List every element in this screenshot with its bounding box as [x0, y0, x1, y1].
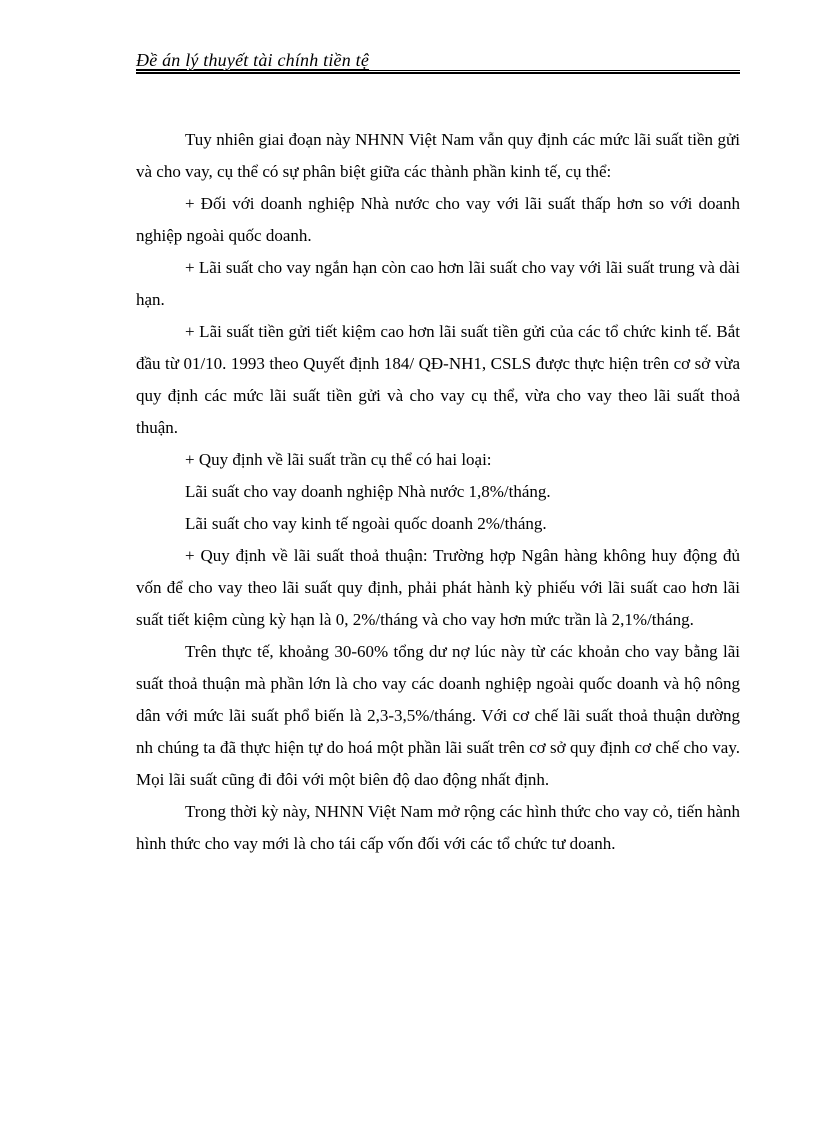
- header-title: Đề án lý thuyết tài chính tiền tệ: [136, 50, 370, 70]
- page-header: [136, 50, 740, 71]
- paragraph-ceiling-rule: + Quy định về lãi suất trần cụ thể có hai loại:: [185, 450, 492, 469]
- paragraph-intro: Tuy nhiên giai đoạn này NHNN Việt Nam vẫn quy định các mức lãi suất tiền gửi và cho vay, cụ thể có sự phân biệt giữa các thành phần kinh tế, cụ thể:: [136, 130, 740, 181]
- paragraph-savings: + Lãi suất tiền gửi tiết kiệm cao hơn lãi suất tiền gửi của các tổ chức kinh tế. Bắt đầu từ 01/10. 1993 theo Quyết định 184/ QĐ-NH1, CSLS được thực hiện trên cơ sở vừa quy định các mức lãi suất tiền gửi và cho vay cụ thể, vừa cho vay theo lãi suất thoả thuận.: [136, 322, 740, 437]
- paragraph-short-term: + Lãi suất cho vay ngắn hạn còn cao hơn lãi suất cho vay với lãi suất trung và dài hạn.: [136, 258, 740, 309]
- paragraph-expansion: Trong thời kỳ này, NHNN Việt Nam mở rộng các hình thức cho vay cỏ, tiến hành hình thức cho vay mới là cho tái cấp vốn đối với các tổ chức tư doanh.: [136, 802, 740, 853]
- paragraph-ceiling-state: Lãi suất cho vay doanh nghiệp Nhà nước 1,8%/tháng.: [185, 482, 551, 501]
- paragraph-state-enterprise: + Đối với doanh nghiệp Nhà nước cho vay với lãi suất thấp hơn so với doanh nghiệp ngoài quốc doanh.: [136, 194, 740, 245]
- paragraph-negotiated-rule: + Quy định về lãi suất thoả thuận: Trường hợp Ngân hàng không huy động đủ vốn để cho vay theo lãi suất quy định, phải phát hành kỳ phiếu với lãi suất cao hơn lãi suất tiết kiệm cùng kỳ hạn là 0, 2%/tháng và cho vay hơn mức trần là 2,1%/tháng.: [136, 546, 740, 629]
- document-body: [136, 124, 740, 860]
- paragraph-ceiling-private: Lãi suất cho vay kinh tế ngoài quốc doanh 2%/tháng.: [185, 514, 547, 533]
- header-rule: [136, 70, 740, 74]
- paragraph-in-practice: Trên thực tế, khoảng 30-60% tổng dư nợ lúc này từ các khoản cho vay bằng lãi suất thoả thuận mà phần lớn là cho vay các doanh nghiệp ngoài quốc doanh và hộ nông dân với mức lãi suất phổ biến là 2,3-3,5%/tháng. Với cơ chế lãi suất thoả thuận dường nh chúng ta đã thực hiện tự do hoá một phần lãi suất trên cơ sở quy định cơ chế cho vay. Mọi lãi suất cũng đi đôi với một biên độ dao động nhất định.: [136, 642, 740, 789]
